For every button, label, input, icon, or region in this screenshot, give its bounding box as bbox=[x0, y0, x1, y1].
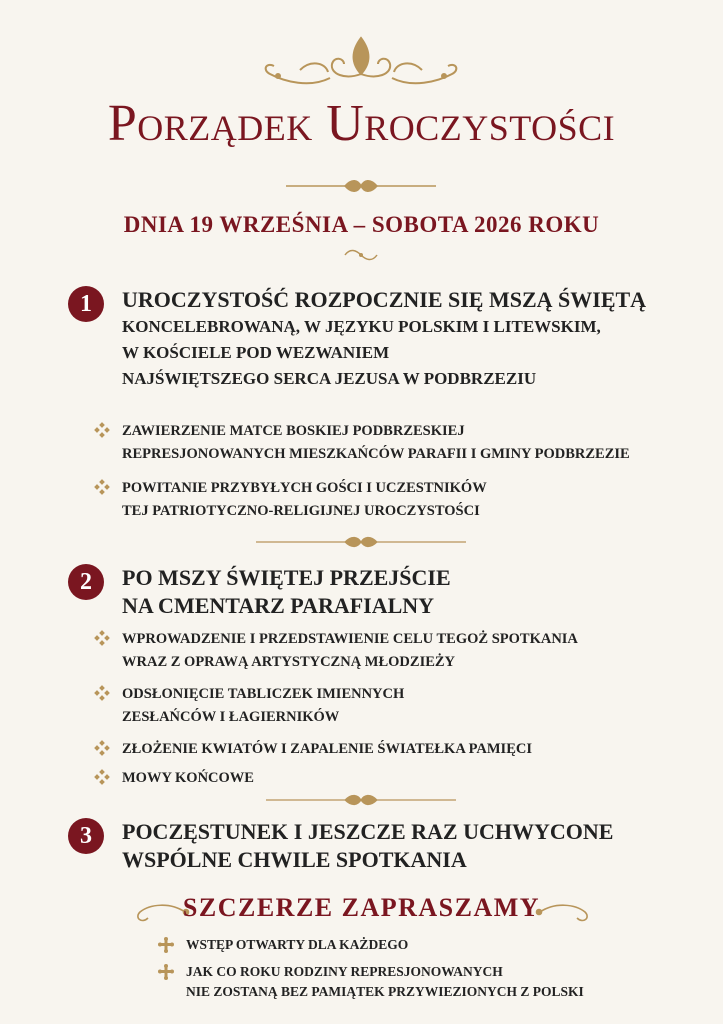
program-section-2 bbox=[68, 564, 698, 624]
list-item: ZAWIERZENIE MATCE BOSKIEJ PODBRZESKIEJ REPRESJONOWANYCH MIESZKAŃCÓW PARAFII I GMINY PODBRZEZIE bbox=[94, 420, 694, 468]
section-number-badge: 2 bbox=[68, 564, 104, 600]
cross-icon bbox=[158, 937, 174, 959]
small-swirl-icon bbox=[0, 248, 723, 262]
diamond-flourish-icon bbox=[94, 479, 110, 503]
fleur-de-lis-ornament-icon bbox=[0, 30, 723, 90]
divider-ornament-icon bbox=[0, 176, 723, 196]
diamond-flourish-icon bbox=[94, 422, 110, 446]
section-heading: POCZĘSTUNEK I JESZCZE RAZ UCHWYCONE WSPÓLNE CHWILE SPOTKANIA bbox=[122, 819, 614, 872]
section-number-badge: 3 bbox=[68, 818, 104, 854]
page-title: Porządek Uroczystości bbox=[107, 95, 616, 152]
list-item: WSTĘP OTWARTY DLA KAŻDEGO bbox=[158, 935, 678, 957]
program-section-1 bbox=[68, 286, 698, 396]
list-item: JAK CO ROKU RODZINY REPRESJONOWANYCH NIE ZOSTANĄ BEZ PAMIĄTEK PRZYWIEZIONYCH Z POLSKI bbox=[158, 962, 678, 1004]
diamond-flourish-icon bbox=[94, 740, 110, 764]
divider-ornament-icon bbox=[0, 790, 723, 810]
list-item: ZŁOŻENIE KWIATÓW I ZAPALENIE ŚWIATEŁKA PAMIĘCI bbox=[94, 738, 694, 762]
program-section-3 bbox=[68, 818, 698, 878]
divider-ornament-icon bbox=[0, 532, 723, 552]
list-item: POWITANIE PRZYBYŁYCH GOŚCI I UCZESTNIKÓW TEJ PATRIOTYCZNO-RELIGIJNEJ UROCZYSTOŚCI bbox=[94, 477, 694, 525]
diamond-flourish-icon bbox=[94, 685, 110, 709]
list-item: WPROWADZENIE I PRZEDSTAWIENIE CELU TEGOŻ SPOTKANIA WRAZ Z OPRAWĄ ARTYSTYCZNĄ MŁODZIEŻY bbox=[94, 628, 694, 676]
section-number-badge: 1 bbox=[68, 286, 104, 322]
section-heading: PO MSZY ŚWIĘTEJ PRZEJŚCIE NA CMENTARZ PARAFIALNY bbox=[122, 565, 451, 618]
list-item: MOWY KOŃCOWE bbox=[94, 767, 694, 791]
section-heading: UROCZYSTOŚĆ ROZPOCZNIE SIĘ MSZĄ ŚWIĘTĄ KONCELEBROWANĄ, W JĘZYKU POLSKIM I LITEWSKIM, W KOŚCIELE POD WEZWANIEM NAJŚWIĘTSZEGO SERCA JEZUSA W PODBRZEZIU bbox=[122, 287, 647, 388]
event-date: DNIA 19 WRZEŚNIA – SOBOTA 2026 ROKU bbox=[123, 212, 600, 237]
cross-icon bbox=[158, 964, 174, 986]
invitation-text: SZCZERZE ZAPRASZAMY bbox=[182, 893, 541, 922]
list-item: ODSŁONIĘCIE TABLICZEK IMIENNYCH ZESŁAŃCÓW I ŁAGIERNIKÓW bbox=[94, 683, 694, 731]
diamond-flourish-icon bbox=[94, 630, 110, 654]
